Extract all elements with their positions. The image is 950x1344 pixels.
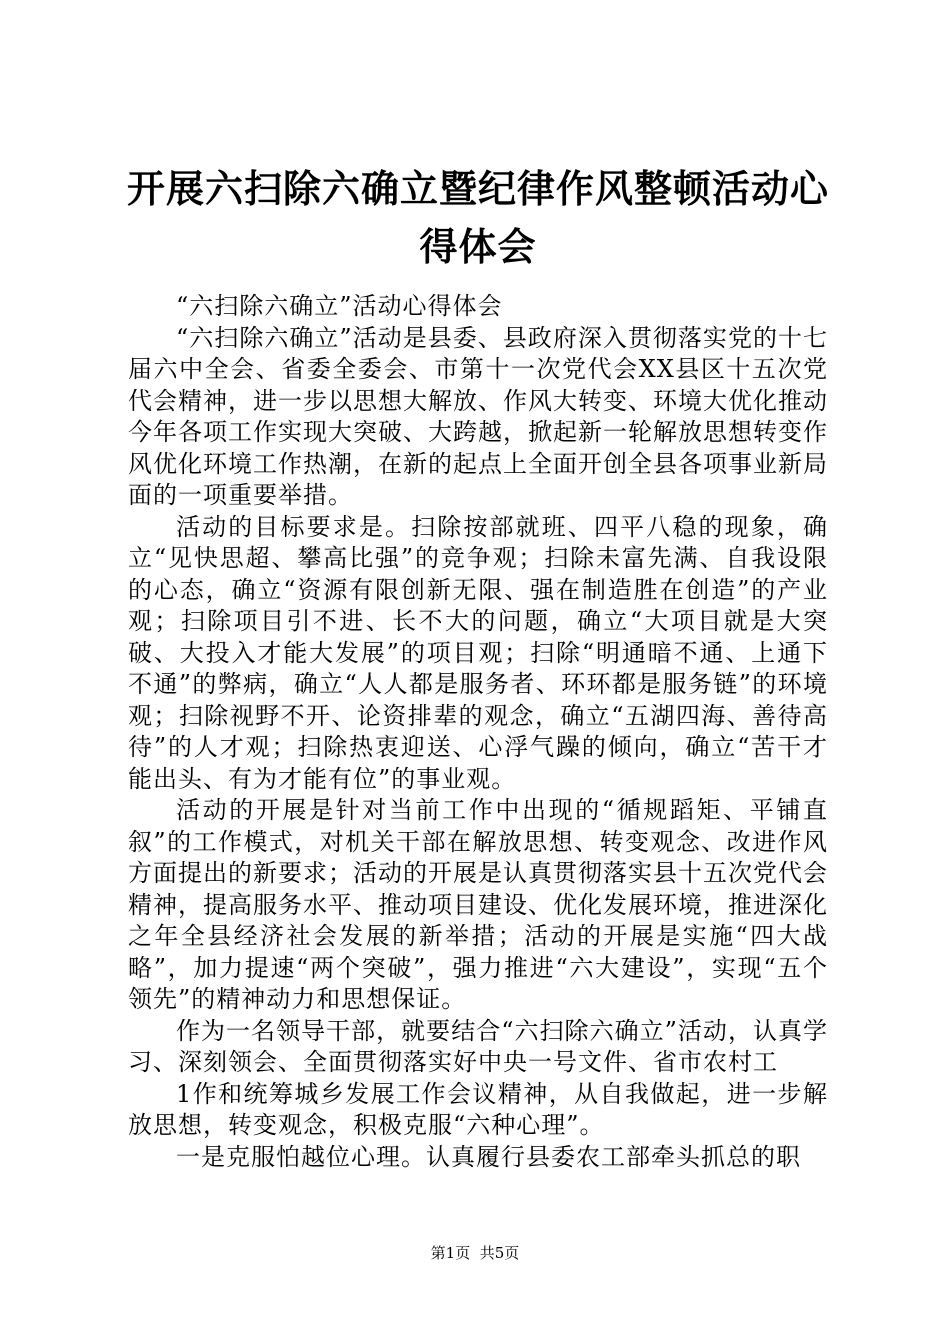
body-paragraph: “六扫除六确立”活动是县委、县政府深入贯彻落实党的十七届六中全会、省委全委会、市第十一次党代会XX县区十五次党代会精神，进一步以思想大解放、作风大转变、环境大优化推动今年各项工作实现大突破、大跨越，掀起新一轮解放思想转变作风优化环境工作热潮，在新的起点上全面开创全县各项事业新局面的一项重要举措。 [128, 323, 828, 509]
footer-spacer [470, 1244, 480, 1262]
body-paragraph: 1作和统筹城乡发展工作会议精神，从自我做起，进一步解放思想，转变观念，积极克服“六种心理”。 [128, 1079, 828, 1139]
subtitle-paragraph: “六扫除六确立”活动心得体会 [176, 292, 503, 320]
page-footer [0, 1243, 950, 1263]
page-number: 第1页 [430, 1244, 471, 1262]
page-title: 开展六扫除六确立暨纪律作风整顿活动心得体会 [126, 167, 829, 269]
document-body [128, 291, 828, 1173]
body-paragraph: 一是克服怕越位心理。认真履行县委农工部牵头抓总的职 [176, 1142, 801, 1171]
body-paragraph: 活动的开展是针对当前工作中出现的“循规蹈矩、平铺直叙”的工作模式，对机关干部在解放思想、转变观念、改进作风方面提出的新要求；活动的开展是认真贯彻落实县十五次党代会精神，提高服务水平、推动项目建设、优化发展环境，推进深化之年全县经济社会发展的新举措；活动的开展是实施“四大战略”，加力提速“两个突破”，强力推进“六大建设”，实现“五个领先”的精神动力和思想保证。 [128, 796, 828, 1013]
page-total: 共5页 [479, 1244, 520, 1262]
body-paragraph: 活动的目标要求是。扫除按部就班、四平八稳的现象，确立“见快思超、攀高比强”的竞争观；扫除未富先满、自我设限的心态，确立“资源有限创新无限、强在制造胜在创造”的产业观；扫除项目引不进、长不大的问题，确立“大项目就是大突破、大投入才能大发展”的项目观；扫除“明通暗不通、上通下不通”的弊病，确立“人人都是服务者、环环都是服务链”的环境观；扫除视野不开、论资排辈的观念，确立“五湖四海、善待高待”的人才观；扫除热衷迎送、心浮气躁的倾向，确立“苦干才能出头、有为才能有位”的事业观。 [128, 512, 828, 793]
body-paragraph: 作为一名领导干部，就要结合“六扫除六确立”活动，认真学习、深刻领会、全面贯彻落实好中央一号文件、省市农村工 [128, 1016, 828, 1076]
